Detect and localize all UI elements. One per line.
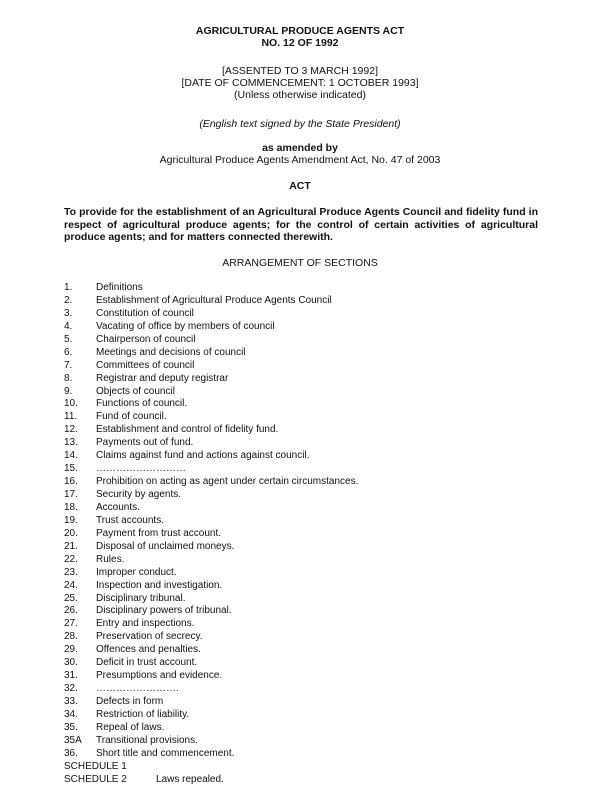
section-item	[64, 618, 544, 631]
section-title: ………………………	[96, 463, 186, 475]
schedule-label: SCHEDULE 1	[64, 760, 127, 772]
section-item	[64, 748, 544, 761]
section-number: 29.	[64, 644, 78, 656]
commencement-note: (Unless otherwise indicated)	[234, 89, 366, 101]
section-title: Payment from trust account.	[96, 527, 222, 539]
section-number: 25.	[64, 592, 78, 604]
section-number: 1.	[64, 282, 73, 293]
section-item	[64, 489, 544, 502]
section-title: Establishment and control of fidelity fund.	[96, 424, 279, 436]
section-number: 26.	[64, 605, 78, 617]
section-number: 23.	[64, 566, 78, 578]
section-title: Prohibition on acting as agent under certain circumstances.	[96, 476, 359, 488]
section-number: 31.	[64, 670, 78, 682]
section-title: Trust accounts.	[96, 514, 164, 526]
section-item	[64, 541, 544, 554]
section-number: 13.	[64, 437, 78, 449]
section-item	[64, 696, 544, 709]
section-title: Disciplinary powers of tribunal.	[96, 605, 232, 617]
section-number: 30.	[64, 657, 78, 669]
section-number: 5.	[64, 333, 73, 345]
section-title: Offences and penalties.	[96, 644, 201, 656]
section-title: Claims against fund and actions against council.	[96, 450, 310, 462]
section-item	[64, 554, 544, 567]
section-item	[64, 735, 544, 748]
section-title: Objects of council	[96, 385, 175, 397]
section-title: Definitions	[96, 282, 143, 293]
section-number: 19.	[64, 514, 78, 526]
section-number: 24.	[64, 579, 78, 591]
section-title: Disposal of unclaimed moneys.	[96, 540, 235, 552]
act-number: NO. 12 OF 1992	[261, 37, 339, 49]
section-number: 17.	[64, 489, 78, 500]
section-title: Payments out of fund.	[96, 437, 194, 449]
section-number: 4.	[64, 320, 73, 332]
section-item	[64, 373, 544, 386]
section-item	[64, 386, 544, 399]
section-number: 7.	[64, 359, 73, 371]
section-item	[64, 308, 544, 321]
section-title: Defects in form	[96, 696, 164, 707]
section-item	[64, 515, 544, 528]
section-title: Chairperson of council	[96, 333, 196, 345]
section-number: 33.	[64, 696, 78, 707]
section-title: Short title and commencement.	[96, 747, 235, 759]
section-title: Deficit in trust account.	[96, 657, 198, 669]
section-number: 16.	[64, 476, 78, 488]
section-item	[64, 398, 544, 411]
section-item	[64, 450, 544, 463]
section-item	[64, 295, 544, 308]
section-item	[64, 476, 544, 489]
section-number: 12.	[64, 424, 78, 436]
section-title: Improper conduct.	[96, 566, 177, 578]
section-number: 35A	[64, 734, 82, 746]
section-item	[64, 282, 544, 295]
section-number: 27.	[64, 618, 78, 630]
act-title: AGRICULTURAL PRODUCE AGENTS ACT	[195, 25, 405, 37]
section-number: 20.	[64, 527, 78, 539]
section-number: 2.	[64, 294, 73, 306]
long-title: To provide for the establishment of an Agricultural Produce Agents Council and fidelity fund in respect of agricultural produce agents; for the control of certain activities of agricultural produce agents; and for matters connected therewith.	[64, 206, 538, 243]
section-number: 35.	[64, 721, 78, 733]
section-number: 6.	[64, 346, 73, 358]
section-item	[64, 580, 544, 593]
section-number: 14.	[64, 450, 78, 462]
section-number: 8.	[64, 372, 73, 384]
section-item	[64, 670, 544, 683]
assent-block	[0, 65, 600, 101]
section-title: Transitional provisions.	[96, 734, 198, 746]
section-title: Inspection and investigation.	[96, 579, 223, 591]
section-title: Entry and inspections.	[96, 618, 195, 630]
section-number: 3.	[64, 307, 73, 319]
act-heading: ACT	[289, 180, 311, 192]
section-number: 15.	[64, 463, 78, 475]
section-item	[64, 437, 544, 450]
section-item	[64, 631, 544, 644]
amended-block	[0, 142, 600, 166]
section-title: Fund of council.	[96, 411, 167, 423]
section-title: Accounts.	[96, 501, 140, 513]
schedule-item	[64, 774, 544, 787]
section-number: 32.	[64, 683, 78, 695]
section-item	[64, 605, 544, 618]
section-number: 10.	[64, 398, 78, 410]
section-item	[64, 321, 544, 334]
section-number: 9.	[64, 385, 73, 397]
schedule-item	[64, 761, 544, 774]
section-number: 11.	[64, 411, 78, 423]
amending-act: Agricultural Produce Agents Amendment Act, No. 47 of 2003	[159, 154, 441, 166]
section-title: Disciplinary tribunal.	[96, 592, 186, 604]
section-item	[64, 347, 544, 360]
schedule-label: SCHEDULE 2	[64, 773, 127, 785]
arrangement-heading: ARRANGEMENT OF SECTIONS	[222, 257, 378, 269]
section-item	[64, 463, 544, 476]
section-item	[64, 334, 544, 347]
section-title: Registrar and deputy registrar	[96, 372, 229, 384]
section-title: Functions of council.	[96, 398, 188, 410]
section-title: …………………….	[96, 683, 179, 695]
section-title: Committees of council	[96, 359, 195, 371]
section-title: Meetings and decisions of council	[96, 346, 246, 358]
section-item	[64, 424, 544, 437]
sections-list	[64, 282, 544, 787]
title-block	[0, 25, 600, 49]
schedule-title: Laws repealed.	[156, 773, 224, 785]
section-title: Security by agents.	[96, 489, 182, 500]
commencement-date: [DATE OF COMMENCEMENT: 1 OCTOBER 1993]	[181, 77, 419, 89]
section-item	[64, 360, 544, 373]
section-number: 22.	[64, 553, 78, 565]
section-number: 34.	[64, 708, 78, 720]
assent-date: [ASSENTED TO 3 MARCH 1992]	[222, 65, 378, 77]
section-title: Constitution of council	[96, 307, 194, 319]
section-item	[64, 722, 544, 735]
section-item	[64, 709, 544, 722]
section-title: Presumptions and evidence.	[96, 670, 223, 682]
section-title: Establishment of Agricultural Produce Agents Council	[96, 294, 332, 306]
section-number: 18.	[64, 501, 78, 513]
section-title: Repeal of laws.	[96, 721, 165, 733]
section-item	[64, 657, 544, 670]
section-title: Rules.	[96, 553, 125, 565]
section-title: Restriction of liability.	[96, 708, 190, 720]
section-number: 28.	[64, 631, 78, 643]
section-item	[64, 593, 544, 606]
section-number: 21.	[64, 540, 78, 552]
section-item	[64, 644, 544, 657]
section-item	[64, 567, 544, 580]
section-item	[64, 683, 544, 696]
section-title: Vacating of office by members of council	[96, 320, 275, 332]
english-text-note: (English text signed by the State President)	[199, 118, 401, 130]
section-item	[64, 502, 544, 515]
section-item	[64, 411, 544, 424]
section-item	[64, 528, 544, 541]
amended-label: as amended by	[262, 142, 338, 154]
section-title: Preservation of secrecy.	[96, 631, 203, 643]
section-number: 36.	[64, 747, 78, 759]
